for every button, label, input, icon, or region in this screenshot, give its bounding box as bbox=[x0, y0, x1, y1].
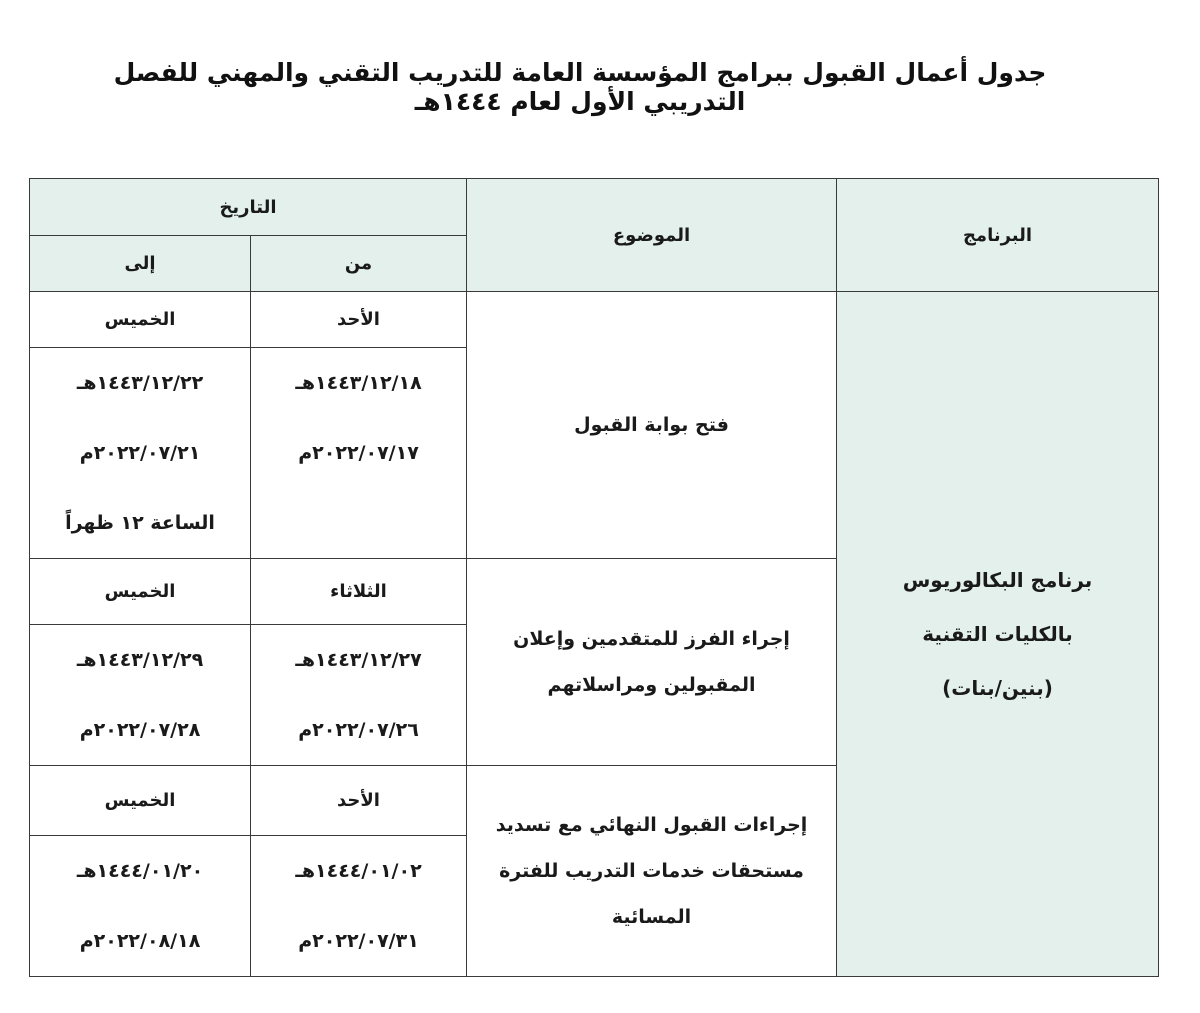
topic-line: إجراءات القبول النهائي مع تسديد bbox=[495, 814, 808, 836]
to-day: الخميس bbox=[30, 559, 251, 625]
gregorian-date: ٢٠٢٢/٠٧/٢٦م bbox=[298, 719, 419, 741]
from-dates bbox=[251, 348, 467, 559]
header-date: التاريخ bbox=[30, 179, 467, 236]
from-dates bbox=[251, 836, 467, 977]
header-to: إلى bbox=[30, 236, 251, 292]
header-program: البرنامج bbox=[837, 179, 1159, 292]
topic-cell bbox=[467, 292, 837, 559]
hijri-date: ١٤٤٣/١٢/٢٧هـ bbox=[295, 649, 422, 671]
program-line: برنامج البكالوريوس bbox=[902, 568, 1093, 592]
program-line: بالكليات التقنية bbox=[922, 622, 1073, 646]
topic-line: المسائية bbox=[611, 906, 692, 928]
from-day: الأحد bbox=[251, 292, 467, 348]
topic-line: المقبولين ومراسلاتهم bbox=[547, 674, 756, 696]
topic-cell bbox=[467, 559, 837, 766]
header-topic: الموضوع bbox=[467, 179, 837, 292]
topic-cell bbox=[467, 766, 837, 977]
document-title: جدول أعمال القبول ببرامج المؤسسة العامة للتدريب التقني والمهني للفصل التدريبي الأول لعام ١٤٤٤هـ bbox=[113, 58, 1047, 116]
from-day: الأحد bbox=[251, 766, 467, 836]
to-dates bbox=[30, 625, 251, 766]
hijri-date: ١٤٤٤/٠١/٠٢هـ bbox=[295, 860, 422, 882]
from-day: الثلاثاء bbox=[251, 559, 467, 625]
topic-line: فتح بوابة القبول bbox=[574, 414, 729, 436]
to-day: الخميس bbox=[30, 292, 251, 348]
topic-line: إجراء الفرز للمتقدمين وإعلان bbox=[513, 628, 790, 650]
to-day: الخميس bbox=[30, 766, 251, 836]
header-from: من bbox=[251, 236, 467, 292]
to-dates bbox=[30, 836, 251, 977]
gregorian-date: ٢٠٢٢/٠٧/٢١م bbox=[79, 442, 201, 464]
program-line: (بنين/بنات) bbox=[942, 676, 1053, 700]
hijri-date: ١٤٤٤/٠١/٢٠هـ bbox=[76, 860, 204, 882]
from-dates bbox=[251, 625, 467, 766]
gregorian-date: ٢٠٢٢/٠٧/١٧م bbox=[298, 442, 419, 464]
topic-line: مستحقات خدمات التدريب للفترة bbox=[499, 860, 804, 882]
hijri-date: ١٤٤٣/١٢/١٨هـ bbox=[295, 372, 422, 394]
program-cell bbox=[837, 292, 1159, 977]
admission-schedule-table bbox=[29, 178, 1159, 977]
hijri-date: ١٤٤٣/١٢/٢٩هـ bbox=[76, 649, 204, 671]
to-dates bbox=[30, 348, 251, 559]
gregorian-date: ٢٠٢٢/٠٧/٢٨م bbox=[79, 719, 201, 741]
hijri-date: ١٤٤٣/١٢/٢٢هـ bbox=[76, 372, 204, 394]
gregorian-date: ٢٠٢٢/٠٨/١٨م bbox=[79, 930, 201, 952]
time-note: الساعة ١٢ ظهراً bbox=[65, 512, 215, 534]
gregorian-date: ٢٠٢٢/٠٧/٣١م bbox=[298, 930, 419, 952]
